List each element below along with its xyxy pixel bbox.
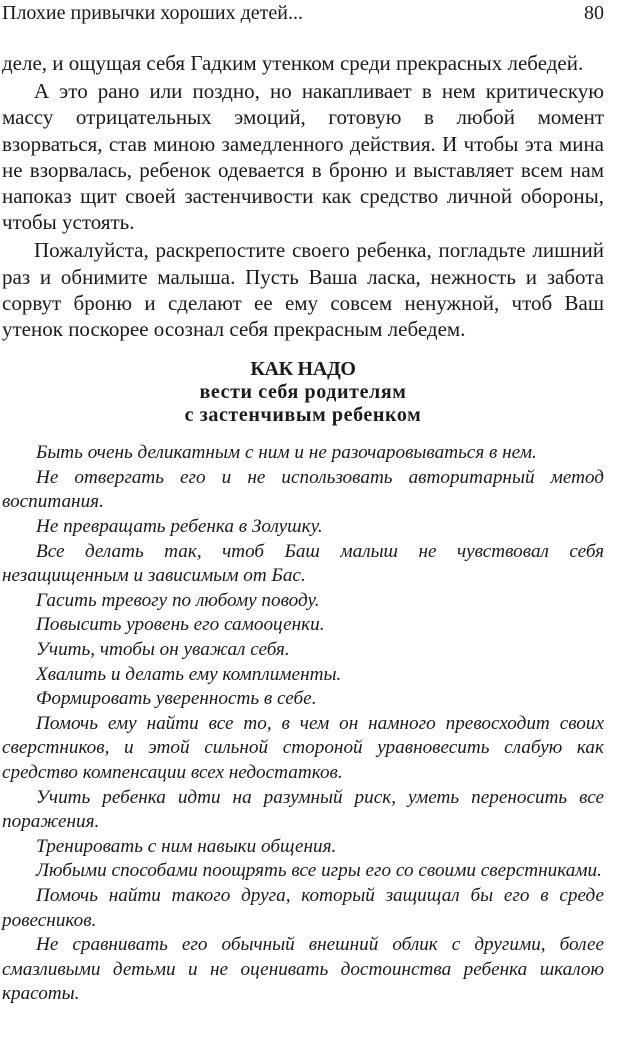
rule-item: Любыми способами поощрять все игры его со своими сверстниками. [36,860,602,882]
paragraph: Пожалуйста, раскрепостите своего ребенка, погладьте лишний раз и обнимите малыша. Пусть Ваша ласка, нежность и забота сорвут броню и сделают ее ему совсем ненужной, чтоб Ваш утенок поскорее осознал себя прекрасным лебедем. [2,238,604,342]
rule-item: Учить ребенка идти на разумный риск, уметь переносить все поражения. [2,786,604,833]
rules-list [2,441,604,1007]
paragraph-continuation: деле, и ощущая себя Гадким утенком среди прекрасных лебедей. [2,51,584,75]
paragraph: А это рано или поздно, но накапливает в нем критическую массу отрицательных эмоций, готовую в любой момент взорваться, став миною замедленного действия. И чтобы эта мина не взорвалась, ребенок одевается в броню и выставляет всем нам напоказ щит своей застенчивости как средство личной обороны, чтобы устоять. [2,79,604,235]
rule-item: Не превращать ребенка в Золушку. [36,516,323,538]
body-text [2,50,604,1007]
rule-item: Не отвергать его и не использовать авторитарный метод воспитания. [2,466,604,513]
rule-item: Тренировать с ним навыки общения. [36,835,337,857]
rule-item: Помочь найти такого друга, который защищал бы его в среде ровесников. [2,884,604,931]
rule-item: Не сравнивать его обычный внешний облик с другими, более смазливыми детьми и не оценивать достоинства ребенка шкалою красоты. [2,934,604,1005]
page-number: 80 [584,2,604,24]
rule-item: Гасить тревогу по любому поводу. [36,589,320,611]
section-heading-line: с застенчивым ребенком [184,404,422,427]
rule-item: Быть очень деликатным с ним и не разочаровываться в нем. [36,442,537,464]
rule-item: Учить, чтобы он уважал себя. [36,638,290,660]
rule-item: Хвалить и делать ему комплименты. [36,663,342,685]
running-header [2,0,606,26]
running-title: Плохие привычки хороших детей... [2,2,303,24]
section-heading [2,358,604,427]
rule-item: Повысить уровень его самооценки. [36,614,325,636]
section-heading-line: вести себя родителям [199,381,407,404]
rule-item: Все делать так, чтоб Баш малыш не чувствовал себя незащищенным и зависимым от Бас. [2,540,604,587]
rule-item: Формировать уверенность в себе. [36,688,317,710]
section-heading-main: КАК НАДО [250,358,356,381]
rule-item: Помочь ему найти все то, в чем он намного превосходит своих сверстников, и этой сильной стороной уравновесить слабую как средство компенсации всех недостатков. [2,712,604,783]
